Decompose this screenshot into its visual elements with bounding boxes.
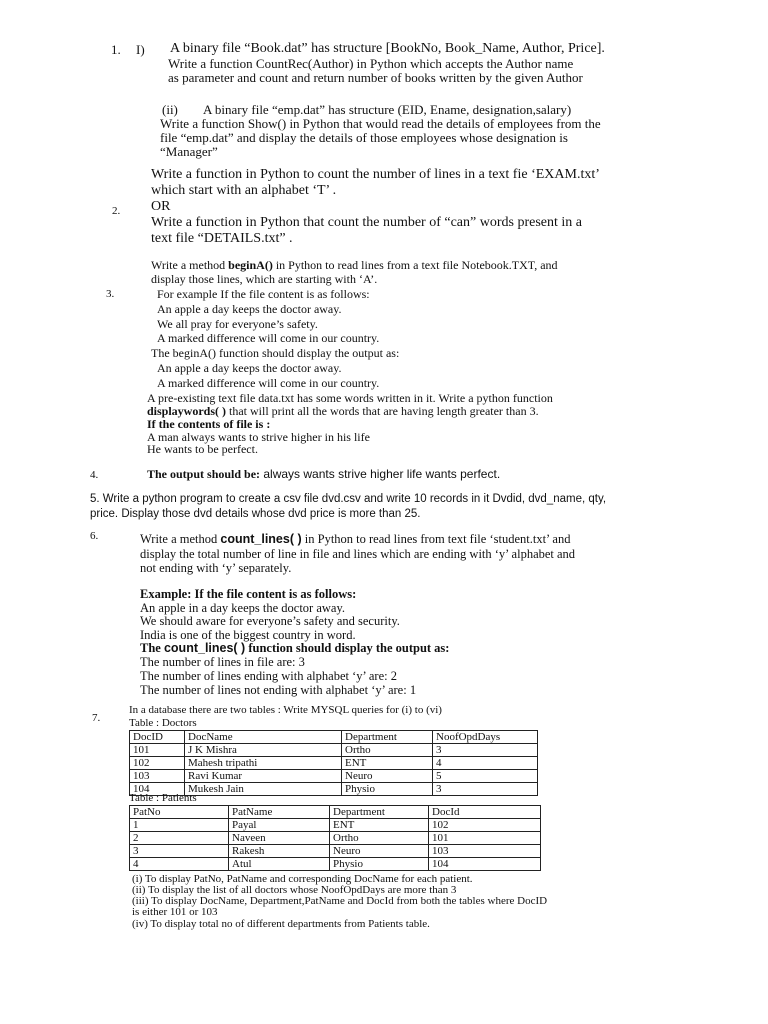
table-cell: ENT <box>330 819 429 832</box>
q4-line: A man always wants to strive higher in his life <box>147 430 370 444</box>
table-cell: 103 <box>429 845 541 858</box>
table-cell: 103 <box>130 770 185 783</box>
q4-number: 4. <box>90 469 99 481</box>
table-header-cell: Department <box>330 806 429 819</box>
table-cell: 101 <box>130 744 185 757</box>
q4-line: displaywords( ) that will print all the words that are having length greater than 3. <box>147 404 539 418</box>
query-item: (i) To display PatNo, PatName and corresponding DocName for each patient. <box>132 873 473 885</box>
table-cell: 2 <box>130 832 229 845</box>
table-cell: 104 <box>130 783 185 796</box>
table-cell: J K Mishra <box>185 744 342 757</box>
table-header-cell: DocName <box>185 731 342 744</box>
table-header-cell: PatNo <box>130 806 229 819</box>
q3-number: 3. <box>106 288 115 300</box>
q6-line: India is one of the biggest country in word. <box>140 628 356 642</box>
q1-line: as parameter and count and return number of books written by the given Author <box>168 70 583 85</box>
q5-line: price. Display those dvd details whose dvd price is more than 25. <box>90 508 421 520</box>
q1-sub-i: I) <box>136 42 145 57</box>
q6-line: not ending with ‘y’ separately. <box>140 561 292 575</box>
table-cell: Rakesh <box>229 845 330 858</box>
table-cell: Neuro <box>342 770 433 783</box>
q6-number: 6. <box>90 530 99 542</box>
q2-line: Write a function in Python that count the number of “can” words present in a <box>151 215 582 230</box>
q6-line: The number of lines ending with alphabet ‘y’ are: 2 <box>140 669 397 683</box>
table-cell: 3 <box>130 845 229 858</box>
table-cell: Physio <box>342 783 433 796</box>
table-cell: 5 <box>433 770 538 783</box>
q4-output: The output should be: always wants strive higher life wants perfect. <box>147 467 501 481</box>
q6-line: The number of lines not ending with alphabet ‘y’ are: 1 <box>140 683 417 697</box>
table-header-cell: NoofOpdDays <box>433 731 538 744</box>
q3-line: The beginA() function should display the output as: <box>151 346 400 360</box>
q6-line: The number of lines in file are: 3 <box>140 655 305 669</box>
q6-line: Write a method count_lines( ) in Python to read lines from text file ‘student.txt’ and <box>140 532 571 546</box>
q2-line: which start with an alphabet ‘T’ . <box>151 183 337 198</box>
q7-intro: In a database there are two tables : Write MYSQL queries for (i) to (vi) <box>129 704 442 716</box>
table-cell: Payal <box>229 819 330 832</box>
table-cell: 3 <box>433 744 538 757</box>
q6-line: An apple in a day keeps the doctor away. <box>140 601 346 615</box>
q1-number: 1. <box>111 42 121 57</box>
table-cell: Physio <box>330 858 429 871</box>
table-header-cell: Department <box>342 731 433 744</box>
table-header-cell: DocId <box>429 806 541 819</box>
patients-table-caption: Table : Patients <box>129 792 197 804</box>
table-cell: Ortho <box>330 832 429 845</box>
q1-line: Write a function Show() in Python that would read the details of employees from the <box>160 116 601 131</box>
q3-line: An apple a day keeps the doctor away. <box>157 361 342 375</box>
q3-line: A marked difference will come in our country. <box>157 331 380 345</box>
table-row <box>130 757 538 770</box>
table-header-row <box>130 806 541 819</box>
table-cell: 3 <box>433 783 538 796</box>
table-cell: 102 <box>429 819 541 832</box>
table-cell: 104 <box>429 858 541 871</box>
patients-table <box>129 805 541 871</box>
table-row <box>130 744 538 757</box>
q3-line: We all pray for everyone’s safety. <box>157 317 318 331</box>
table-cell: Naveen <box>229 832 330 845</box>
table-row <box>130 858 541 871</box>
table-cell: Ravi Kumar <box>185 770 342 783</box>
q1-line: A binary file “emp.dat” has structure (EID, Ename, designation,salary) <box>203 102 572 117</box>
q4-line: He wants to be perfect. <box>147 442 258 456</box>
q1-line: file “emp.dat” and display the details of those employees whose designation is <box>160 130 568 145</box>
q6-line: We should aware for everyone’s safety and security. <box>140 614 400 628</box>
doctors-table <box>129 730 538 796</box>
q3-line: For example If the file content is as follows: <box>157 287 370 301</box>
q1-line: A binary file “Book.dat” has structure [BookNo, Book_Name, Author, Price]. <box>170 41 605 56</box>
q2-number: 2. <box>112 205 121 217</box>
table-row <box>130 845 541 858</box>
q5-line: 5. Write a python program to create a csv file dvd.csv and write 10 records in it Dvdid, dvd_name, qty, <box>90 493 607 505</box>
table-header-cell: PatName <box>229 806 330 819</box>
table-cell: 4 <box>130 858 229 871</box>
table-cell: ENT <box>342 757 433 770</box>
table-cell: Atul <box>229 858 330 871</box>
table-cell: Mahesh tripathi <box>185 757 342 770</box>
q1-sub-ii: (ii) <box>162 102 178 117</box>
table-cell: 101 <box>429 832 541 845</box>
table-header-cell: DocID <box>130 731 185 744</box>
q6-line: display the total number of line in file and lines which are ending with ‘y’ alphabet and <box>140 547 576 561</box>
table-cell: Mukesh Jain <box>185 783 342 796</box>
table-header-row <box>130 731 538 744</box>
table-row <box>130 770 538 783</box>
query-item: (iv) To display total no of different departments from Patients table. <box>132 918 430 930</box>
doctors-table-caption: Table : Doctors <box>129 717 197 729</box>
table-cell: 102 <box>130 757 185 770</box>
q3-line: An apple a day keeps the doctor away. <box>157 302 342 316</box>
q3-line: display those lines, which are starting with ‘A’. <box>151 272 378 286</box>
q2-or: OR <box>151 199 171 214</box>
q4-line: A pre-existing text file data.txt has some words written in it. Write a python function <box>147 391 553 405</box>
q1-line: “Manager” <box>160 144 218 159</box>
table-row <box>130 832 541 845</box>
table-cell: Neuro <box>330 845 429 858</box>
q3-line: Write a method beginA() in Python to read lines from a text file Notebook.TXT, and <box>151 258 558 272</box>
q6-line: The count_lines( ) function should display the output as: <box>140 641 450 655</box>
q2-line: text file “DETAILS.txt” . <box>151 231 293 246</box>
q3-line: A marked difference will come in our country. <box>157 376 380 390</box>
q1-line: Write a function CountRec(Author) in Python which accepts the Author name <box>168 56 574 71</box>
q4-line: If the contents of file is : <box>147 417 271 431</box>
query-item: (iii) To display DocName, Department,PatName and DocId from both the tables where DocID <box>132 895 548 907</box>
table-cell: Ortho <box>342 744 433 757</box>
query-item: (ii) To display the list of all doctors whose NoofOpdDays are more than 3 <box>132 884 457 896</box>
q7-number: 7. <box>92 712 101 724</box>
q2-line: Write a function in Python to count the number of lines in a text fie ‘EXAM.txt’ <box>151 167 600 182</box>
q6-line: Example: If the file content is as follows: <box>140 587 357 601</box>
table-row <box>130 819 541 832</box>
table-cell: 1 <box>130 819 229 832</box>
table-cell: 4 <box>433 757 538 770</box>
query-item: is either 101 or 103 <box>132 906 218 918</box>
